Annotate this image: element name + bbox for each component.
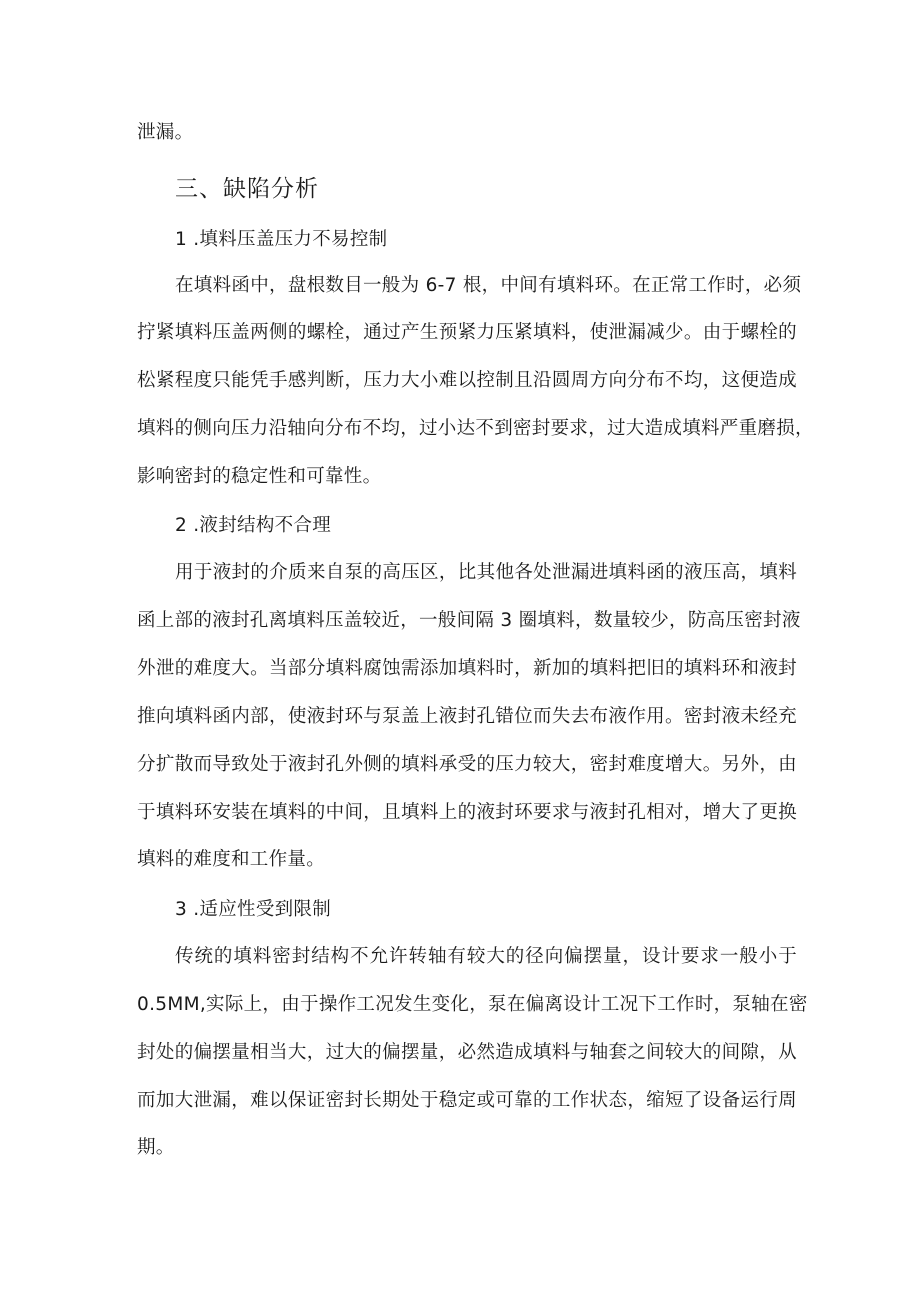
paragraph-line: 填料的侧向压力沿轴向分布不均，过小达不到密封要求，过大造成填料严重磨损， bbox=[137, 418, 814, 439]
paragraph-line: 松紧程度只能凭手感判断，压力大小难以控制且沿圆周方向分布不均，这便造成 bbox=[137, 370, 797, 391]
paragraph-line: 传统的填料密封结构不允许转轴有较大的径向偏摆量，设计要求一般小于 bbox=[175, 946, 797, 967]
section-heading: 三、缺陷分析 bbox=[175, 176, 319, 202]
paragraph-line: 分扩散而导致处于液封孔外侧的填料承受的压力较大，密封难度增大。另外，由 bbox=[137, 754, 797, 775]
paragraph-line: 外泄的难度大。当部分填料腐蚀需添加填料时，新加的填料把旧的填料环和液封 bbox=[137, 658, 797, 679]
paragraph-line: 填料的难度和工作量。 bbox=[137, 849, 326, 870]
paragraph-line: 用于液封的介质来自泵的高压区，比其他各处泄漏进填料函的液压高，填料 bbox=[175, 562, 797, 583]
paragraph-line: 在填料函中，盘根数目一般为 6-7 根，中间有填料环。在正常工作时，必须 bbox=[175, 275, 802, 296]
paragraph-line: 于填料环安装在填料的中间，且填料上的液封环要求与液封孔相对，增大了更换 bbox=[137, 802, 797, 823]
paragraph-line: 而加大泄漏，难以保证密封长期处于稳定或可靠的工作状态，缩短了设备运行周 bbox=[137, 1090, 797, 1111]
subsection-title: 1 .填料压盖压力不易控制 bbox=[175, 229, 388, 250]
paragraph-line: 影响密封的稳定性和可靠性。 bbox=[137, 466, 382, 487]
paragraph-line: 推向填料函内部，使液封环与泵盖上液封孔错位而失去布液作用。密封液未经充 bbox=[137, 706, 797, 727]
paragraph-line: 0.5MM,实际上，由于操作工况发生变化，泵在偏离设计工况下工作时，泵轴在密 bbox=[137, 994, 808, 1015]
text-line: 泄漏。 bbox=[137, 122, 194, 143]
paragraph-line: 期。 bbox=[137, 1137, 175, 1158]
paragraph-line: 封处的偏摆量相当大，过大的偏摆量，必然造成填料与轴套之间较大的间隙，从 bbox=[137, 1042, 797, 1063]
subsection-title: 2 .液封结构不合理 bbox=[175, 515, 332, 536]
subsection-title: 3 .适应性受到限制 bbox=[175, 899, 332, 920]
paragraph-line: 函上部的液封孔离填料压盖较近，一般间隔 3 圈填料，数量较少，防高压密封液 bbox=[137, 610, 801, 631]
paragraph-line: 拧紧填料压盖两侧的螺栓，通过产生预紧力压紧填料，使泄漏减少。由于螺栓的 bbox=[137, 322, 797, 343]
